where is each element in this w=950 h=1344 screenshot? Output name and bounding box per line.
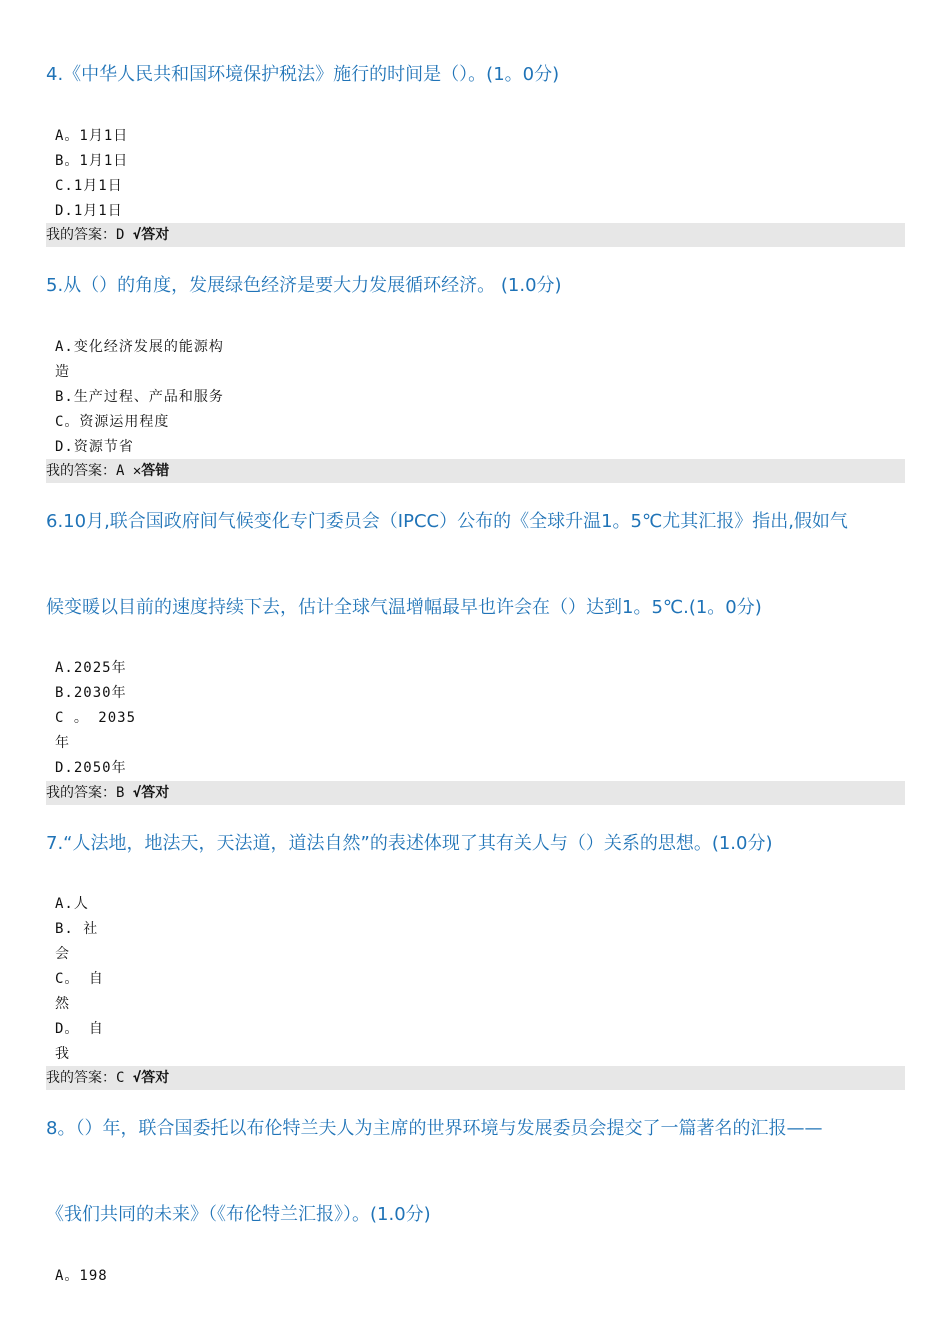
question-4-text: 4.《中华人民共和国环境保护税法》施行的时间是（）。(1。0分) xyxy=(46,64,560,85)
answer-label: 我的答案： xyxy=(46,785,116,801)
question-6-text-line-1: 6.10月,联合国政府间气候变化专门委员会（IPCC）公布的《全球升温1。5℃尤其汇报》指出,假如气 xyxy=(46,511,848,532)
question-6-option-d: D.2050年 xyxy=(55,760,127,776)
question-8-option-a: A。198 xyxy=(55,1268,108,1284)
question-7-answer-bar xyxy=(46,1066,905,1090)
question-4-option-b: B。1月1日 xyxy=(55,153,129,169)
answer-result: √答对 xyxy=(132,1070,170,1086)
question-5-option-c: C。资源运用程度 xyxy=(55,414,170,430)
question-8-text-line-2: 《我们共同的未来》（《布伦特兰汇报》）。(1.0分) xyxy=(46,1204,431,1225)
question-6-text-line-2: 候变暖以目前的速度持续下去，估计全球气温增幅最早也许会在（）达到1。5℃.(1。0分) xyxy=(46,597,762,618)
question-4-answer-bar xyxy=(46,223,905,247)
question-5-option-d: D.资源节省 xyxy=(55,439,134,455)
answer-result: √答对 xyxy=(132,227,170,243)
question-7-option-d: D。 自 xyxy=(55,1021,104,1037)
question-4-option-a: A。1月1日 xyxy=(55,128,129,144)
question-7-option-b: B. 社 xyxy=(55,921,99,937)
question-5-option-b: B.生产过程、产品和服务 xyxy=(55,389,224,405)
question-5-option-a-cont: 造 xyxy=(55,364,70,380)
question-7-option-c: C。 自 xyxy=(55,971,104,987)
answer-value: C xyxy=(116,1070,125,1086)
question-6-answer-bar xyxy=(46,781,905,805)
answer-result: √答对 xyxy=(132,785,170,801)
answer-label: 我的答案： xyxy=(46,463,116,479)
answer-value: A xyxy=(116,463,125,479)
question-8-text-line-1: 8。（）年，联合国委托以布伦特兰夫人为主席的世界环境与发展委员会提交了一篇著名的汇报—— xyxy=(46,1118,823,1139)
question-5-option-a: A.变化经济发展的能源构 xyxy=(55,339,224,355)
answer-result: ✕答错 xyxy=(132,463,170,479)
answer-label: 我的答案： xyxy=(46,227,116,243)
question-7-option-c-cont: 然 xyxy=(55,996,70,1012)
question-7-option-a: A.人 xyxy=(55,896,89,912)
answer-value: D xyxy=(116,227,125,243)
question-6-option-c-cont: 年 xyxy=(55,735,70,751)
question-7-option-b-cont: 会 xyxy=(55,946,70,962)
question-6-option-b: B.2030年 xyxy=(55,685,127,701)
question-5-text: 5.从（）的角度，发展绿色经济是要大力发展循环经济。 (1.0分) xyxy=(46,275,562,296)
question-6-option-c: C 。 2035 xyxy=(55,710,137,726)
question-7-option-d-cont: 我 xyxy=(55,1046,70,1062)
answer-value: B xyxy=(116,785,125,801)
question-4-option-c: C.1月1日 xyxy=(55,178,123,194)
question-5-answer-bar xyxy=(46,459,905,483)
answer-label: 我的答案： xyxy=(46,1070,116,1086)
question-4-option-d: D.1月1日 xyxy=(55,203,123,219)
question-7-text: 7.“人法地，地法天，天法道，道法自然”的表述体现了其有关人与（）关系的思想。(1.0分) xyxy=(46,833,773,854)
question-6-option-a: A.2025年 xyxy=(55,660,127,676)
